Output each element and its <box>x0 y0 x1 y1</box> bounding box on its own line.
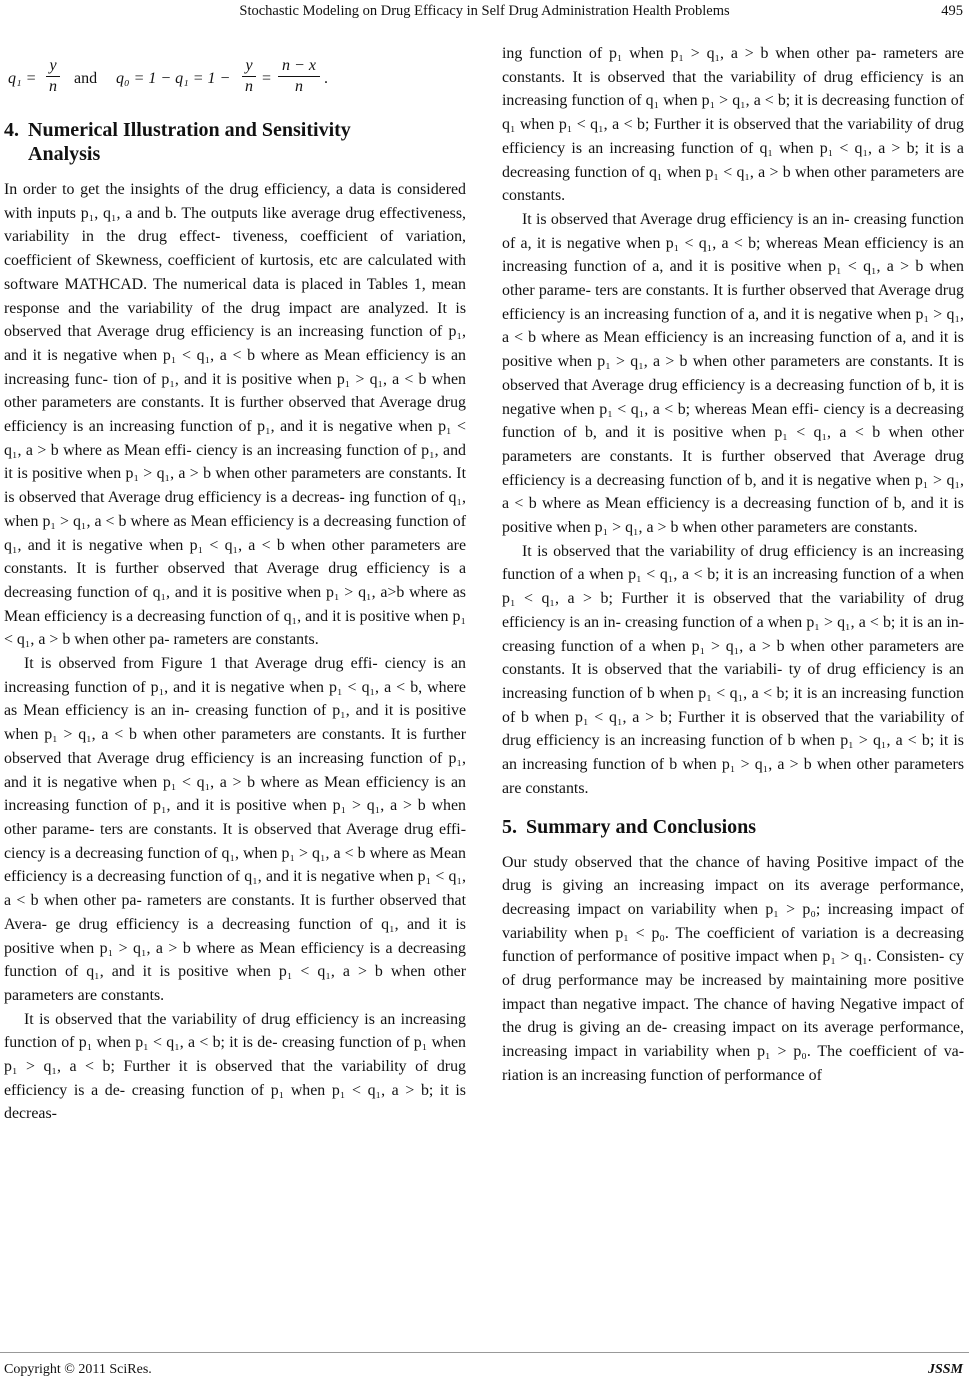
section-4-title-line1: Numerical Illustration and Sensitivity <box>28 119 351 141</box>
section-4-number: 4. <box>4 119 19 141</box>
formula-q0-fraction2 <box>278 56 320 97</box>
page-number: 495 <box>941 3 963 19</box>
section-5-heading <box>502 815 964 839</box>
paragraph: ing function of p₁ when p₁ > q₁, a > b when other pa- rameters are constants. It is observed that the variability of drug efficiency is an increasing function of q₁ when p₁ > q₁, a < b; it is decreasing function of q₁ when p₁ < q₁, a < b; Further it is observed that the variability of drug efficiency is an increasing function of q₁ when p₁ < q₁, a > b; it is a decreasing function of q₁ when p₁ < q₁, a > b when other parameters are constants. <box>502 45 964 205</box>
paragraph: It is observed that the variability of drug efficiency is an increasing function of p₁ when p₁ < q₁, a < b; it is de- creasing function of p₁ when p₁ > q₁, a < b; Further it is observed that the variability of drug efficiency is a de- creasing function of p₁ when p₁ < q₁, a > b; it is decreas- <box>4 1010 466 1123</box>
formula-q1-fraction <box>46 56 60 97</box>
formula-q1-lhs: q₁ = <box>8 70 37 87</box>
section-5-title: Summary and Conclusions <box>526 815 757 838</box>
section-4-title-line2: Analysis <box>28 143 101 165</box>
footer-rule <box>0 1352 969 1353</box>
journal-abbreviation: JSSM <box>927 1362 963 1377</box>
paragraph: In order to get the insights of the drug efficiency, a data is considered with inputs p₁, q₁, a and b. The outputs like average drug effectiveness, variability in the drug effect- tiveness, coefficient of variation, coefficient of Skewness, coefficient of kurtosis, etc are calculated with software MATHCAD. The numerical data is placed in Tables 1, mean response and the variability of the drug impact are analyzed. It is observed that Average drug efficiency is an increasing function of p₁, and it is negative when p₁ < q₁, a < b where as Mean efficiency is an increasing func- tion of p₁, and it is positive when p₁ > q₁, a < b when other parameters are constants. It is further observed that Average drug efficiency is an increasing function of p₁, and it is negative when p₁ < q₁, a > b where as Mean effi- ciency is an increasing function of p₁, and it is positive when p₁ > q₁, a > b when other parameters are constants. It is observed that Average drug efficiency is a decreas- ing function of q₁, when p₁ > q₁, a < b where as Mean efficiency is a decreasing function of q₁, and it is negative when p₁ < q₁, a < b when other parameters are constants. It is further observed that Average drug efficiency is a decreasing function of q₁, and it is positive when p₁ > q₁, a>b where as Mean efficiency is a decreasing function of q₁, and it is positive when p₁ < q₁, a > b when other pa- rameters are constants. <box>4 181 466 649</box>
formula-equals: = <box>262 70 272 87</box>
formula-q0-denominator1: n <box>245 78 253 95</box>
paragraph: It is observed that the variability of drug efficiency is an increasing function of a when p₁ < q₁, a < b; it is an increasing function of a when p₁ < q₁, a > b; Further it is observed that the variability of drug efficiency is an in- creasing function of a when p₁ > q₁, a < b; it is an in- creasing function of a when p₁ > q₁, a > b when other parameters are constants. It is observed that the variabili- ty of drug efficiency is an increasing function of b when p₁ < q₁, a < b; it is an increasing function of b when p₁ < q₁, a > b; Further it is observed that the variability of drug efficiency is an increasing function of b when p₁ > q₁, a < b; it is an increasing function of b when p₁ > q₁, a > b when other parameters are constants. <box>502 542 964 797</box>
formula-q0-fraction1 <box>242 56 256 97</box>
right-column <box>502 42 964 1088</box>
formula-q0-numerator1: y <box>245 57 253 74</box>
formula-q0-numerator2: n − x <box>282 57 316 74</box>
page-footer <box>0 1360 969 1384</box>
formula-q1-denominator: n <box>49 78 57 95</box>
copyright-notice: Copyright © 2011 SciRes. <box>4 1362 152 1377</box>
section-5-number: 5. <box>502 815 517 838</box>
formula-and: and <box>74 70 98 87</box>
paragraph: It is observed that Average drug efficiency is an in- creasing function of a, it is negative when p₁ < q₁, a < b; whereas Mean efficiency is an increasing function of a, and it is positive when p₁ < q₁, a > b when other parame- ters are constants. It is further observed that Average drug efficiency is an increasing function of a, and it is negative when p₁ > q₁, a < b where as Mean efficiency is an increasing function of a, and it is positive when p₁ > q₁, a > b when other parameters are constants. It is observed that Average drug efficiency is a decreasing function of b, it is negative when p₁ < q₁, a < b; whereas Mean effi- ciency is a decreasing function of b, and it is positive when p₁ < q₁, a < b when other parameters are constants. It is further observed that Average drug efficiency is a decreasing function of b, and it is negative when p₁ > q₁, a < b where as Mean efficiency is a decreasing function of b, and it is positive when p₁ > q₁, a > b when other parameters are constants. <box>502 210 964 537</box>
formula-q1-numerator: y <box>49 57 57 74</box>
left-column <box>4 50 466 1126</box>
formula-period: . <box>324 70 328 87</box>
paragraph: It is observed from Figure 1 that Average drug effi- ciency is an increasing function of p₁, and it is negative when p₁ < q₁, a < b, where as Mean efficiency is an in- creasing function of p₁, and it is positive when p₁ > q₁, a < b when other parameters are constants. It is further observed that Average drug efficiency is an increasing function of p₁, and it is negative when p₁ < q₁, a > b where as Mean efficiency is an increasing function of p₁, and it is positive when p₁ > q₁, a > b when other parame- ters are constants. It is observed that Average drug effi- ciency is a decreasing function of q₁, when p₁ > q₁, a < b where as Mean efficiency is a decreasing function of q₁, and it is negative when p₁ < q₁, a < b when other pa- rameters are constants. It is further observed that Avera- ge drug efficiency is a decreasing function of q₁, and it is positive when p₁ > q₁, a > b where as Mean efficiency is a decreasing function of q₁, and it is positive when p₁ < q₁, a > b when other parameters are constants. <box>4 655 466 1004</box>
formula-q0-lhs: q₀ = 1 − q₁ = 1 − <box>116 70 231 87</box>
section-4-heading <box>4 118 466 166</box>
formula-q-definitions <box>4 50 466 104</box>
running-title: Stochastic Modeling on Drug Efficacy in Self Drug Administration Health Problems <box>239 3 730 19</box>
formula-q0-denominator2: n <box>295 78 303 95</box>
running-header <box>0 0 969 22</box>
paragraph: Our study observed that the chance of having Positive impact of the drug is giving an increasing impact on its average performance, decreasing impact on variability when p₁ > p₀; increasing impact of variability when p₁ < p₀. The coefficient of variation is a decreasing function of performance of positive impact when p₁ > q₁. Consisten- cy of drug performance may be increased by maintaining more positive impact than negative impact. The chance of having Negative impact of the drug is giving an de- creasing impact on its average performance, increasing impact in variability when p₁ > p₀. The coefficient of va- riation is an increasing function of performance of <box>502 853 964 1084</box>
